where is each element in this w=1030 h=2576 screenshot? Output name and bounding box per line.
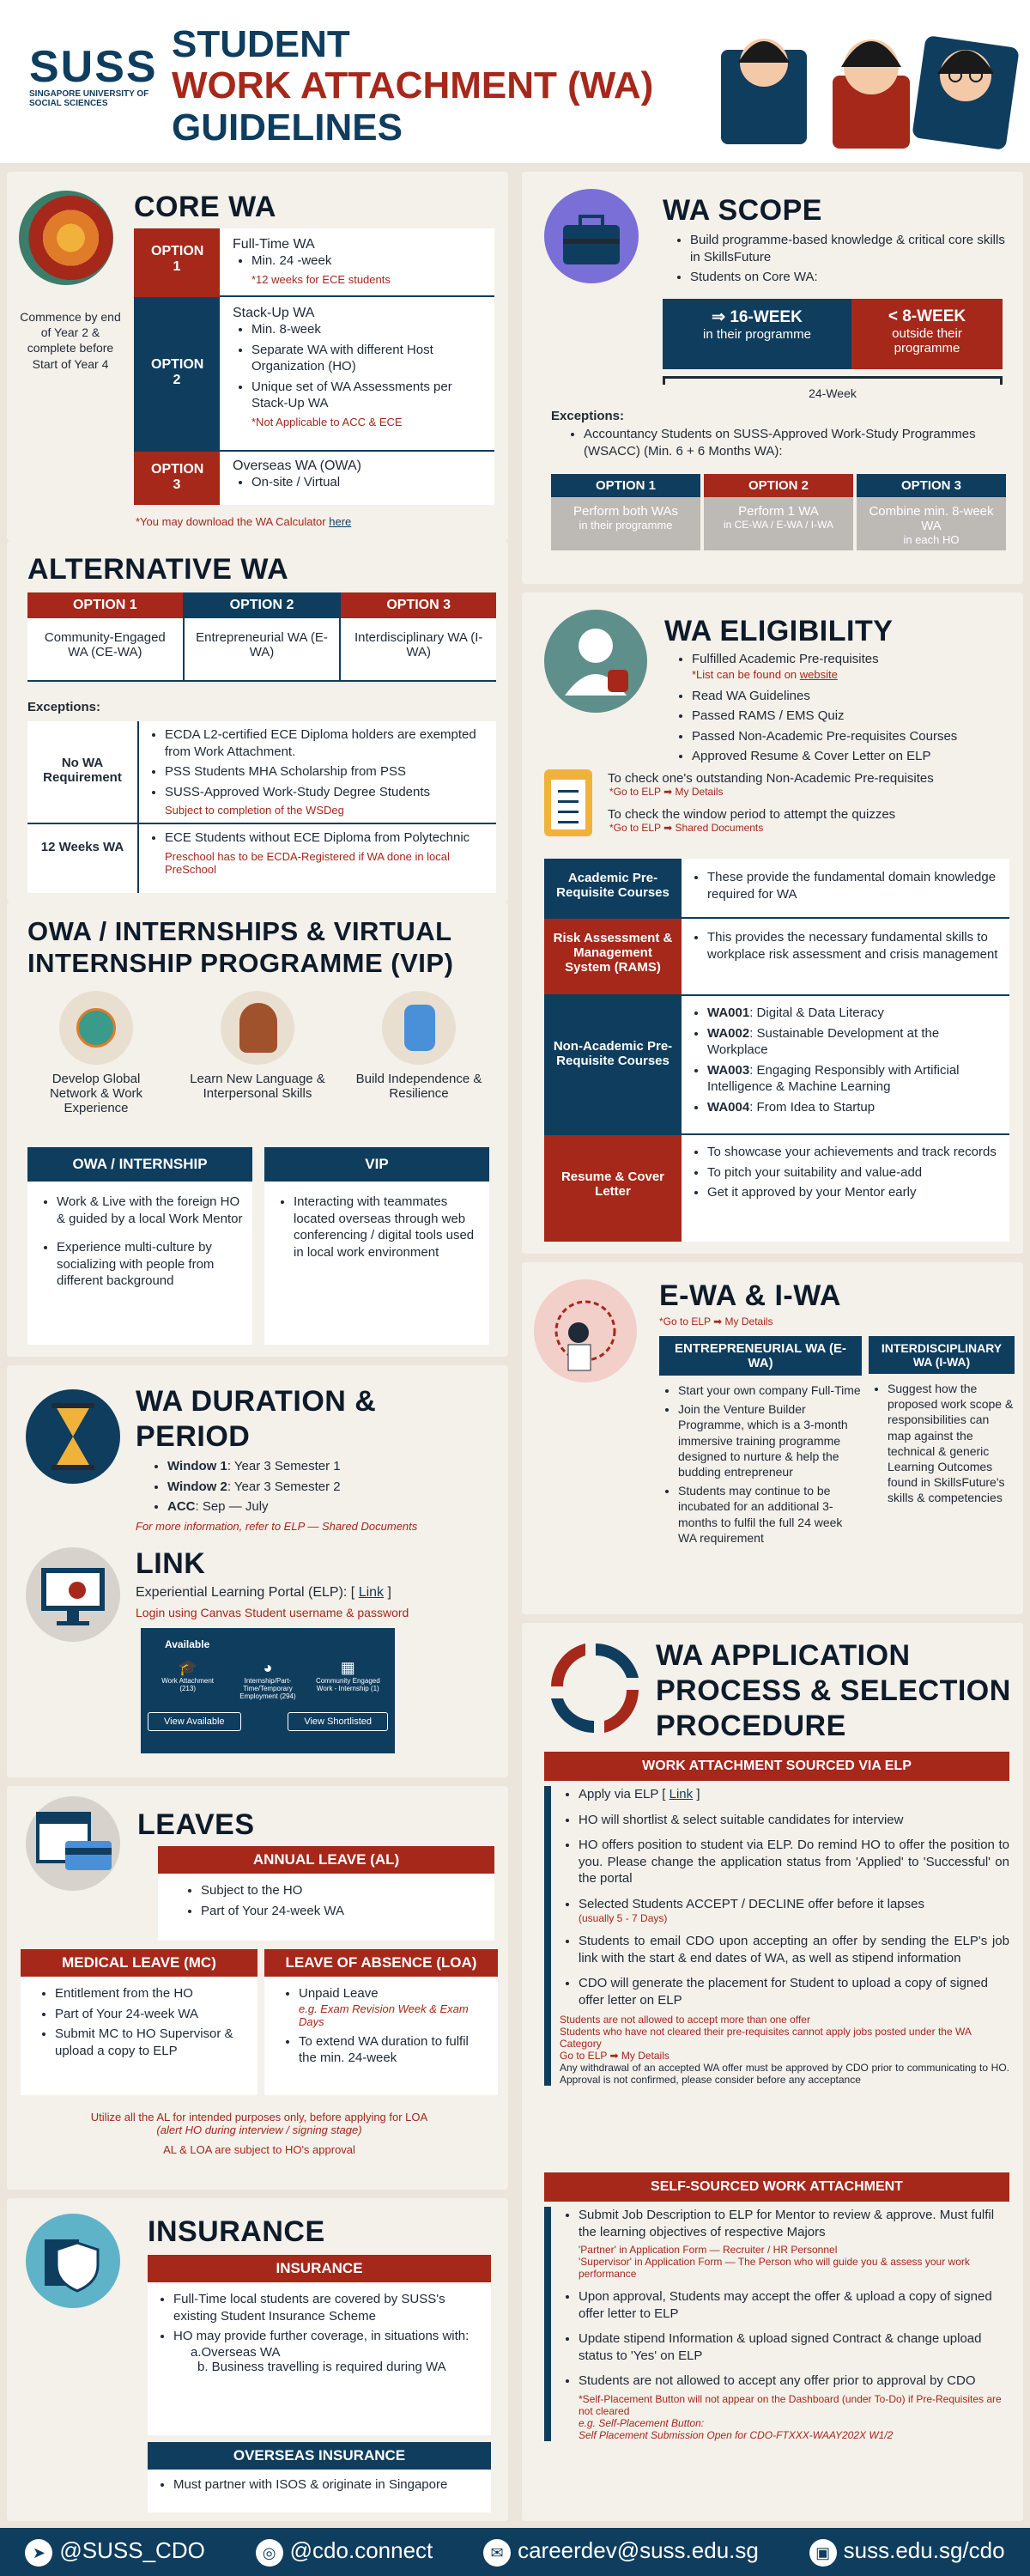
elp-link[interactable]: Link xyxy=(358,1585,385,1600)
page-title: STUDENT WORK ATTACHMENT (WA) GUIDELINES xyxy=(172,23,654,149)
ewa-note: *Go to ELP ➡ My Details xyxy=(659,1315,773,1327)
leaves-title: LEAVES xyxy=(137,1808,255,1841)
wa-calculator-link[interactable]: here xyxy=(329,515,352,528)
prerequisites-table: Academic Pre-Requisite Courses • These provide the fundamental domain knowledge required for WA Risk Assessment & Management System (RAMS) • This provides the necessary fundamental skills to workplace risk assessment and crisis management Non-Academic Pre-Requisite Courses • WA001: Digital & Data Literacy • WA002: Sustainable Development at the Workplace • WA003: Engaging Responsibly with Artificial Intelligence & Machine Learning • WA004: From Idea to Startup Resume & Cover Letter • To showcase your achievements and track records • To pitch your suitability and value-add • Get it approved by your Mentor early xyxy=(544,859,1009,1242)
leaves-notes: Utilize all the AL for intended purposes only, before applying for LOA (alert HO during interview / signing stage) AL & LOA are subject to HO's approval xyxy=(90,2111,428,2156)
duration-title: WA DURATION & PERIOD xyxy=(136,1385,377,1453)
view-shortlisted-button[interactable]: View Shortlisted xyxy=(288,1712,388,1731)
prerequisites-website-link[interactable]: website xyxy=(799,667,838,681)
loa-card: LEAVE OF ABSENCE (LOA) • Unpaid Leave e.g. Exam Revision Week & Exam Days • To extend WA duration to fulfil the min. 24-week xyxy=(264,1949,498,2095)
vip-card: VIP • Interacting with teammates located overseas through web conferencing / digital tools used in local work environment xyxy=(264,1147,489,1345)
link-title: LINK xyxy=(136,1547,206,1580)
students-icon xyxy=(712,15,1021,153)
calendar-card-icon xyxy=(26,1796,120,1891)
core-option-1: OPTION 1 Full-Time WA • Min. 24 -week *12 weeks for ECE students xyxy=(134,228,494,297)
scope-exceptions-title: Exceptions: xyxy=(551,409,625,423)
web-icon: ▣ xyxy=(809,2539,837,2567)
ewa-iwa-panel xyxy=(522,1262,1023,1614)
suss-logo: SUSS SINGAPORE UNIVERSITY OF SOCIAL SCIENCES xyxy=(29,42,158,108)
leaves-panel xyxy=(7,1786,508,2190)
footer-telegram[interactable]: ➤ @SUSS_CDO xyxy=(25,2537,204,2566)
monitor-icon xyxy=(26,1547,120,1642)
shield-icon xyxy=(26,2214,120,2308)
elp-screenshot: Available 🎓 Work Attachment (213) ◕ Internship/Part-Time/Temporary Employment (294) ▦ Community Engaged Work - Internship (1) View Available View Shortlisted xyxy=(141,1628,395,1753)
globe-icon xyxy=(19,191,113,285)
insurance-title: INSURANCE xyxy=(148,2215,325,2248)
alternative-wa-panel xyxy=(7,541,508,902)
wa-scope-title: WA SCOPE xyxy=(663,194,822,227)
view-available-button[interactable]: View Available xyxy=(148,1712,241,1731)
heads-talking-icon xyxy=(221,991,294,1065)
eligibility-check-1: To check one's outstanding Non-Academic Pre-requisites *Go to ELP ➡ My Details xyxy=(608,771,934,798)
duration-note: For more information, refer to ELP — Shared Documents xyxy=(136,1520,418,1533)
scope-exceptions-list: • Accountancy Students on SUSS-Approved Work-Study Programmes (WSACC) (Min. 6 + 6 Months WA): xyxy=(565,426,1011,463)
application-process-panel xyxy=(522,1623,1023,2521)
alternative-wa-title: ALTERNATIVE WA xyxy=(27,553,289,586)
ewa-card: ENTREPRENEURIAL WA (E-WA) • Start your own company Full-Time • Join the Venture Builder Programme, which is a 3-month immersive training programme designed to nurture & help the budding entrepreneur • Students may continue to be incubated for an additional 3-months to fulfil the full 24 week WA requirement xyxy=(659,1336,862,1604)
owa-benefit-independence: Build Independence & Resilience xyxy=(350,991,488,1101)
briefcase-icon xyxy=(544,189,639,283)
elp-sourced-steps: • Apply via ELP [ Link ] • HO will shortlist & select suitable candidates for interview • HO offers position to student via ELP. Do remind HO to offer the position to you. Please change the application status from 'Applied' to 'Successful' on the portal • Selected Students ACCEPT / DECLINE offer before it lapses (usually 5 - 7 Days) • Students to email CDO upon accepting an offer by sending the ELP's job link with the start & end dates of WA, as well as stipend information • CDO will generate the placement for Student to upload a copy of signed offer letter on ELP Students are not allowed to accept more than one offer Students who have not cleared their pre-requisites cannot apply jobs posted under the WA Category Go to ELP ➡ My Details Any withdrawal of an accepted WA offer must be approved by CDO prior to communicating to HO. Approval is not confirmed, please consider before any acceptance xyxy=(544,1786,1009,2086)
iwa-card: INTERDISCIPLINARY WA (I-WA) • Suggest how the proposed work scope & responsibilities can map against the technical & generic Learning Outcomes found in SkillsFuture's skills & competencies xyxy=(869,1336,1015,1604)
overseas-insurance-card: OVERSEAS INSURANCE • Must partner with ISOS & originate in Singapore xyxy=(148,2442,491,2512)
duration-list: • Window 1: Year 3 Semester 1 • Window 2: Year 3 Semester 2 • ACC: Sep — July xyxy=(148,1458,341,1519)
wa-eligibility-panel xyxy=(522,592,1023,1254)
wa-eligibility-title: WA ELIGIBILITY xyxy=(664,615,894,647)
insurance-card: INSURANCE • Full-Time local students are covered by SUSS's existing Student Insurance Scheme • HO may provide further coverage, in situations with: a.Overseas WA b. Business travelling is required during WA xyxy=(148,2255,491,2435)
scope-split-bar: ⇒ 16-WEEK in their programme < 8-WEEK outside their programme xyxy=(663,299,1003,369)
scope-options-table: OPTION 1 Perform both WAs in their programme OPTION 2 Perform 1 WA in CE-WA / E-WA / I-WA OPTION 3 Combine min. 8-week WA in each HO xyxy=(551,474,1006,550)
alt-exceptions-table: No WA Requirement • ECDA L2-certified ECE Diploma holders are exempted from Work Attachment. • PSS Students MHA Scholarship from PSS • SUSS-Approved Work-Study Degree Students Subject to completion of the WSDeg 12 Weeks WA • ECE Students without ECE Diploma from Polytechnic Preschool has to be ECDA-Registered if WA done in local PreSchool xyxy=(27,721,496,893)
annual-leave-card: ANNUAL LEAVE (AL) • Subject to the HO • Part of Your 24-week WA xyxy=(158,1846,494,1941)
owa-vip-title: OWA / INTERNSHIPS & VIRTUAL INTERNSHIP PROGRAMME (VIP) xyxy=(27,916,454,979)
mail-icon: ✉ xyxy=(483,2539,511,2567)
thumbs-up-person-icon xyxy=(544,610,647,713)
elp-login-note: Login using Canvas Student username & password xyxy=(136,1606,409,1619)
self-sourced-bar: SELF-SOURCED WORK ATTACHMENT xyxy=(544,2172,1009,2202)
core-wa-panel xyxy=(7,172,508,541)
globe-network-icon xyxy=(59,991,133,1065)
elp-link-row: Experiential Learning Portal (ELP): [ Link ] xyxy=(136,1585,391,1600)
fist-icon xyxy=(382,991,456,1065)
elp-sourced-bar: WORK ATTACHMENT SOURCED VIA ELP xyxy=(544,1752,1009,1781)
core-wa-title: CORE WA xyxy=(134,191,276,223)
graduation-cap-icon: 🎓 xyxy=(178,1659,197,1676)
core-wa-side-note: Commence by end of Year 2 & complete before Start of Year 4 xyxy=(20,310,121,371)
scope-total-label: 24-Week xyxy=(809,386,857,400)
insurance-panel xyxy=(7,2198,508,2521)
instagram-icon: ◎ xyxy=(256,2539,283,2567)
clipboard-icon xyxy=(544,769,592,836)
core-option-2: OPTION 2 Stack-Up WA • Min. 8-week • Separate WA with different Host Organization (HO) • Unique set of WA Assessments per Stack-Up WA *Not Applicable to ACC & ECE xyxy=(134,297,494,452)
apply-elp-link[interactable]: Link xyxy=(669,1787,694,1801)
students-illustration xyxy=(712,15,1021,153)
application-title: WA APPLICATION PROCESS & SELECTION PROCEDURE xyxy=(656,1639,1011,1742)
owa-benefit-network: Develop Global Network & Work Experience xyxy=(27,991,165,1115)
pie-icon: ◕ xyxy=(263,1659,273,1676)
header xyxy=(0,0,1030,163)
footer xyxy=(0,2528,1030,2576)
owa-benefit-language: Learn New Language & Interpersonal Skills xyxy=(189,991,326,1101)
duration-link-panel xyxy=(7,1365,508,1777)
alt-exceptions-title: Exceptions: xyxy=(27,700,101,714)
alt-options-table: OPTION 1 Community-Engaged WA (CE-WA) OPTION 2 Entrepreneurial WA (E-WA) OPTION 3 Interdisciplinary WA (I-WA) xyxy=(27,592,496,682)
cycle-arrows-icon xyxy=(544,1637,647,1740)
entrepreneur-icon xyxy=(534,1279,637,1382)
wa-calculator-note: *You may download the WA Calculator here xyxy=(136,515,352,528)
building-icon: ▦ xyxy=(340,1659,355,1676)
ewa-iwa-title: E-WA & I-WA xyxy=(659,1279,841,1312)
footer-email[interactable]: ✉ careerdev@suss.edu.sg xyxy=(483,2537,759,2566)
owa-vip-panel xyxy=(7,902,508,1357)
eligibility-list: • Fulfilled Academic Pre-requisites *List can be found on website • Read WA Guidelines • Passed RAMS / EMS Quiz • Passed Non-Academic Pre-requisites Courses • Approved Resume & Cover Letter on ELP xyxy=(673,651,1008,769)
core-option-3: OPTION 3 Overseas WA (OWA) • On-site / Virtual xyxy=(134,452,494,505)
hourglass-icon xyxy=(26,1389,120,1484)
wa-scope-panel xyxy=(522,172,1023,584)
medical-leave-card: MEDICAL LEAVE (MC) • Entitlement from the HO • Part of Your 24-week WA • Submit MC to HO Supervisor & upload a copy to ELP xyxy=(21,1949,258,2095)
footer-instagram[interactable]: ◎ @cdo.connect xyxy=(256,2537,433,2566)
eligibility-check-2: To check the window period to attempt the quizzes *Go to ELP ➡ Shared Documents xyxy=(608,807,896,834)
scope-total-bracket xyxy=(663,376,1003,385)
owa-internship-card: OWA / INTERNSHIP • Work & Live with the foreign HO & guided by a local Work Mentor • Experience multi-culture by socializing with people from different background xyxy=(27,1147,252,1345)
footer-website[interactable]: ▣ suss.edu.sg/cdo xyxy=(809,2537,1005,2566)
self-sourced-steps: • Submit Job Description to ELP for Mentor to review & approve. Must fulfil the learning objectives of respective Majors 'Partner' in Application Form — Recruiter / HR Personnel 'Supervisor' in Application Form — The Person who will guide you & assess your work performance • Upon approval, Students may accept the offer & upload a copy of signed offer letter to ELP • Update stipend Information & upload signed Contract & change upload status to 'Yes' on ELP • Students are not allowed to accept any offer prior to approval by CDO *Self-Placement Button will not appear on the Dashboard (under To-Do) if Pre-Requisites are not cleared e.g. Self-Placement Button: Self Placement Submission Open for CDO-FTXXX-WAAY202X W1/2 xyxy=(544,2207,1009,2441)
telegram-icon: ➤ xyxy=(25,2539,52,2567)
scope-list: • Build programme-based knowledge & critical core skills in SkillsFuture • Students on Core WA: xyxy=(671,232,1006,289)
